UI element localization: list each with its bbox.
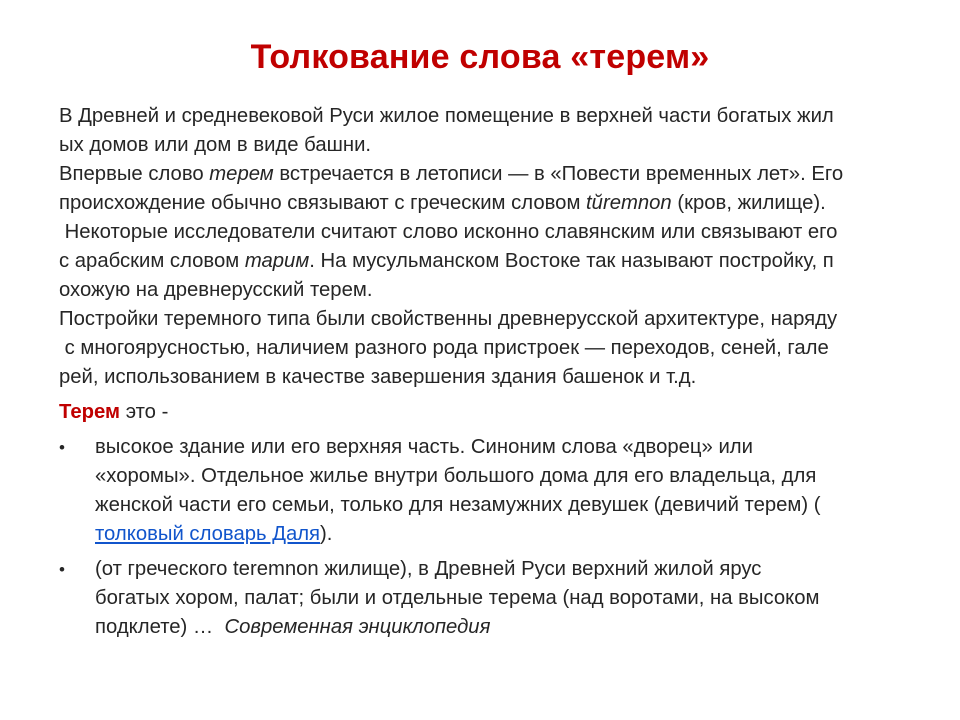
text-line: женской части его семьи, только для незамужних девушек (девичий терем) ( (95, 494, 821, 516)
text-line (59, 247, 909, 276)
main-text (59, 102, 909, 392)
text-run: происхождение обычно связывают с греческим словом (59, 192, 587, 214)
text-run: (кров, жилище). (671, 192, 826, 214)
dal-dictionary-link[interactable]: толковый словарь Даля (95, 523, 321, 545)
text-line: охожую на древнерусский терем. (59, 279, 373, 301)
text-line: В Древней и средневековой Руси жилое помещение в верхней части богатых жил (59, 105, 834, 127)
text-line: с многоярусностью, наличием разного рода пристроек — переходов, сеней, гале (59, 337, 829, 359)
italic-word: tŭremnon (586, 192, 672, 214)
text-line: (от греческого teremnon жилище), в Древней Руси верхний жилой ярус (95, 558, 762, 580)
text-run: подклете) … (95, 616, 225, 638)
definition-intro: это - (120, 401, 169, 423)
text-line (95, 520, 909, 549)
text-line (59, 189, 909, 218)
text-line (59, 160, 909, 189)
italic-word: тарим (244, 250, 310, 272)
text-run: с арабским словом (59, 250, 245, 272)
italic-word: терем (209, 163, 274, 185)
list-item (59, 433, 909, 549)
text-line: рей, использованием в качестве завершения здания башенок и т.д. (59, 366, 697, 388)
text-line (95, 613, 909, 642)
bullet-icon: • (59, 560, 65, 579)
text-line: Некоторые исследователи считают слово исконно славянским или связывают его (59, 221, 838, 243)
text-line: Постройки теремного типа были свойственны древнерусской архитектуре, наряду (59, 308, 838, 330)
text-run: . На мусульманском Востоке так называют постройку, п (309, 250, 834, 272)
slide-title: Толкование слова «терем» (250, 38, 710, 76)
text-line: ых домов или дом в виде башни. (59, 134, 372, 156)
text-run: Впервые слово (59, 163, 210, 185)
bullet-icon: • (59, 438, 65, 457)
text-run: ). (320, 523, 333, 545)
source-citation: Современная энциклопедия (224, 616, 491, 638)
definition-block (59, 398, 909, 648)
definition-list (59, 433, 909, 642)
text-line: высокое здание или его верхняя часть. Синоним слова «дворец» или (95, 436, 753, 458)
text-line: богатых хором, палат; были и отдельные терема (над воротами, на высоком (95, 587, 820, 609)
definition-heading (59, 398, 909, 427)
text-line: «хоромы». Отдельное жилье внутри большого дома для его владельца, для (95, 465, 817, 487)
list-item (59, 555, 909, 642)
definition-term: Терем (59, 401, 121, 423)
text-run: встречается в летописи — в «Повести временных лет». Его (273, 163, 844, 185)
